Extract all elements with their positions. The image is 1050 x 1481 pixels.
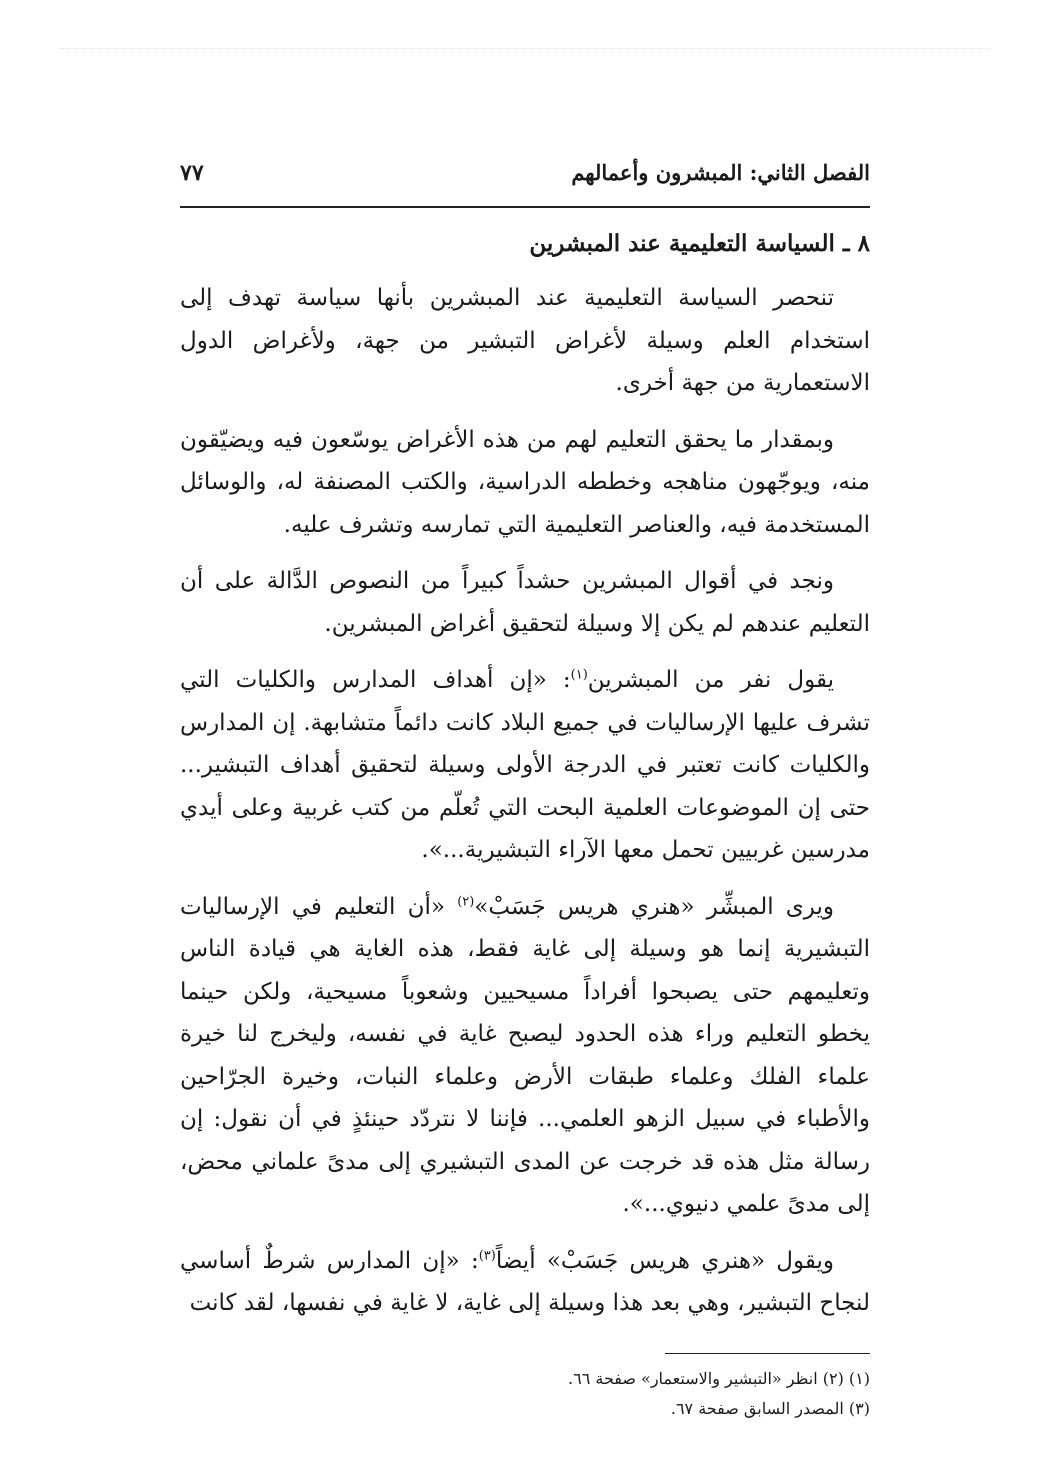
paragraph-4 (180, 659, 870, 872)
paragraph-5-lead: ويرى المبشِّر «هنري هريس جَسَبْ» (474, 893, 835, 920)
scan-edge-line (60, 48, 990, 49)
paragraph-5-quote: «أن التعليم في الإرساليات التبشيرية إنما هو وسيلة إلى غاية فقط، هذه الغاية هي قيادة الناس وتعليمهم حتى يصبحوا أفراداً مسيحيين وشعوباً مسيحية، ولكن حينما يخطو التعليم وراء هذه الحدود ليصبح غاية في نفسه، وليخرج لنا خيرة علماء الفلك وعلماء طبقات الأرض وعلماء النبات، وخيرة الجرّاحين والأطباء في سبيل الزهو العلمي... فإننا لا نتردّد حينئذٍ في أن نقول: إن رسالة مثل هذه قد خرجت عن المدى التبشيري إلى مدىً علماني محض، إلى مدىً علمي دنيوي...». (180, 893, 870, 1217)
running-header (180, 160, 870, 208)
paragraph-6 (180, 1240, 870, 1325)
chapter-title: الفصل الثاني: المبشرون وأعمالهم (571, 160, 870, 185)
paragraph-4-quote: : «إن أهداف المدارس والكليات التي تشرف عليها الإرساليات في جميع البلاد كانت دائماً متشابهة. إن المدارس والكليات كانت تعتبر في الدرجة الأولى وسيلة لتحقيق أهداف التبشير... حتى إن الموضوعات العلمية البحت التي تُعلّم من كتب غربية وعلى أيدي مدرسين غربيين تحمل معها الآراء التبشيرية...». (180, 667, 870, 863)
footnote-1: (١) (٢) انظر «التبشير والاستعمار» صفحة ٦٦. (568, 1368, 870, 1388)
paragraph-6-lead: ويقول «هنري هريس جَسَبْ» أيضاً (495, 1247, 835, 1274)
page-number: ٧٧ (180, 160, 204, 186)
paragraph-3: ونجد في أقوال المبشرين حشداً كبيراً من النصوص الدَّالة على أن التعليم عندهم لم يكن إلا وسيلة لتحقيق أغراض المبشرين. (180, 568, 870, 637)
paragraph-1: تنحصر السياسة التعليمية عند المبشرين بأنها سياسة تهدف إلى استخدام العلم وسيلة لأغراض التبشير من جهة، ولأغراض الدول الاستعمارية من جهة أخرى. (180, 285, 870, 396)
book-page (180, 160, 870, 1424)
footnote-divider (665, 1353, 870, 1354)
paragraph-5 (180, 886, 870, 1226)
footnote-ref-2: (٢) (457, 893, 475, 909)
footnote-2: (٣) المصدر السابق صفحة ٦٧. (670, 1398, 870, 1418)
body-text (180, 277, 870, 1325)
section-heading: ٨ ـ السياسة التعليمية عند المبشرين (529, 230, 870, 257)
footnote-ref-1: (١) (570, 667, 588, 683)
footnotes (180, 1364, 870, 1424)
paragraph-6-quote: : «إن المدارس شرطٌ أساسي لنجاح التبشير، وهي بعد هذا وسيلة إلى غاية، لا غاية في نفسها، لقد كانت (180, 1247, 870, 1316)
footnote-ref-3: (٣) (478, 1247, 496, 1263)
paragraph-2: وبمقدار ما يحقق التعليم لهم من هذه الأغراض يوسّعون فيه ويضيّقون منه، ويوجّهون مناهجه وخططه الدراسية، والكتب المصنفة له، والوسائل المستخدمة فيه، والعناصر التعليمية التي تمارسه وتشرف عليه. (180, 426, 870, 538)
paragraph-4-lead: يقول نفر من المبشرين (587, 667, 834, 693)
